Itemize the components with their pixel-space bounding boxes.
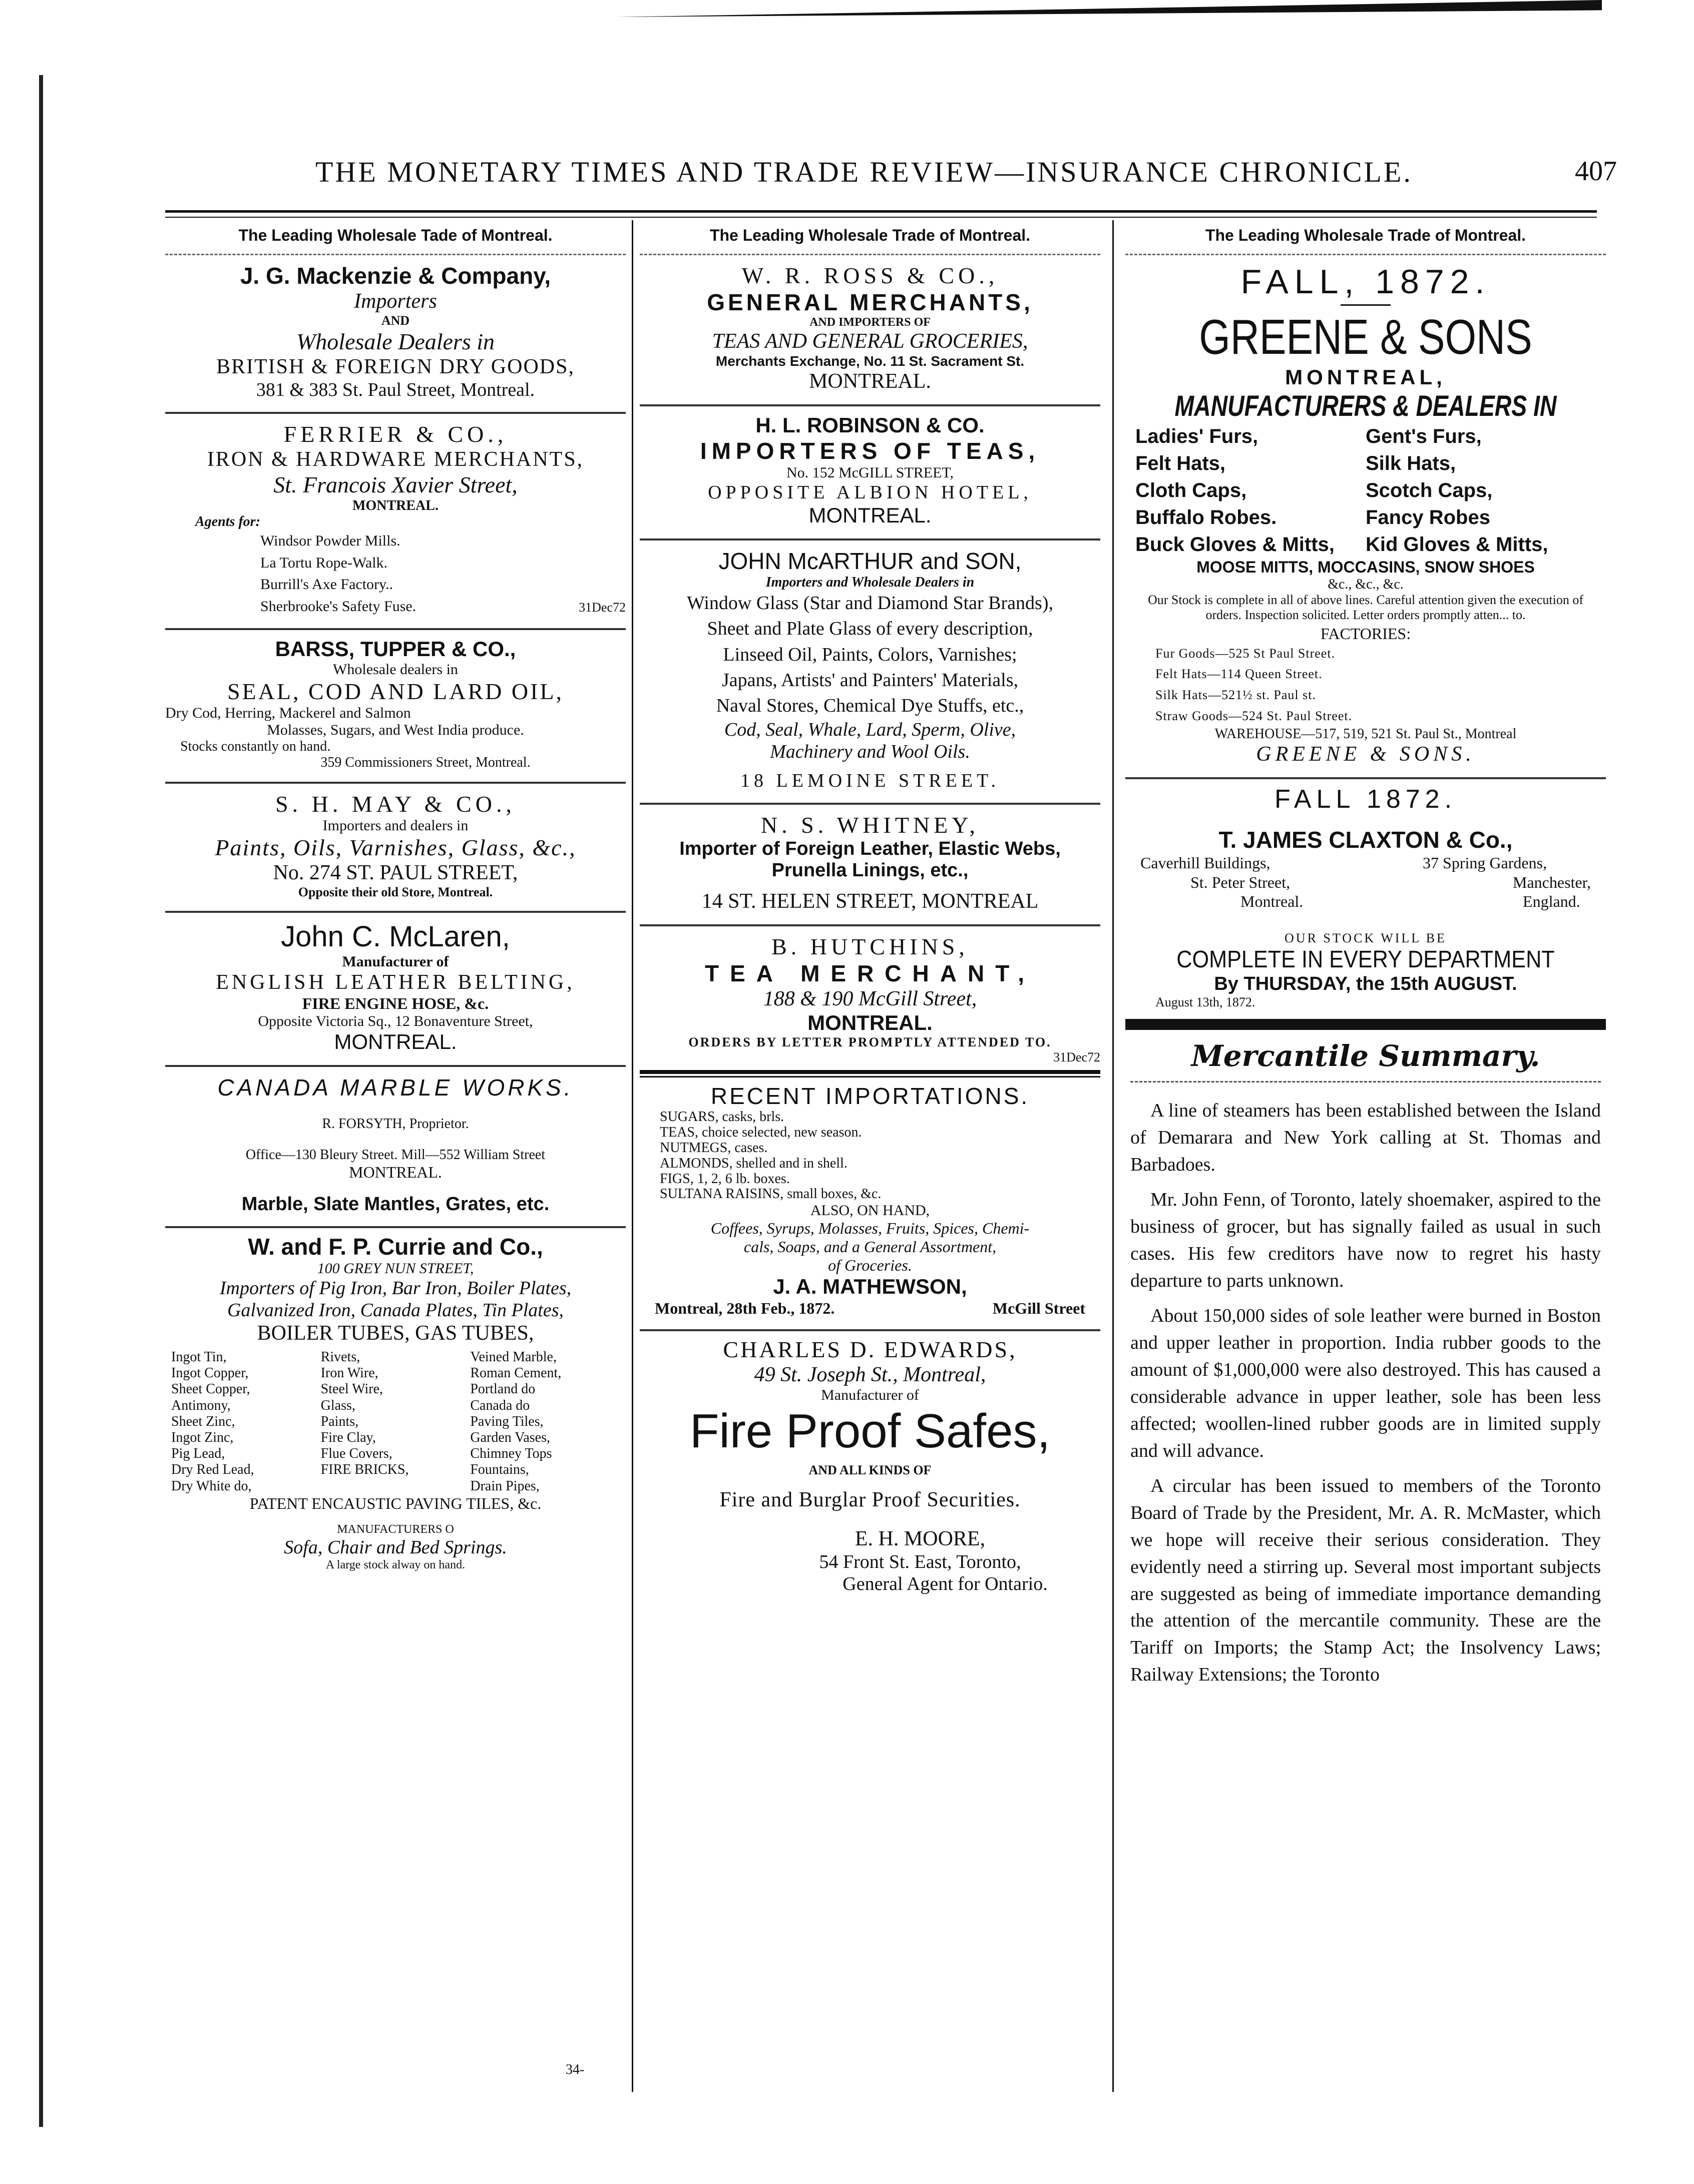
double-rule bbox=[640, 1070, 1100, 1077]
ad-line: Importers and dealers in bbox=[322, 817, 469, 834]
address-pair bbox=[1125, 853, 1606, 911]
ad-line: Naval Stores, Chemical Dye Stuffs, etc., bbox=[716, 695, 1024, 717]
column-divider bbox=[1112, 220, 1114, 2092]
product-item: Chimney Tops bbox=[470, 1446, 552, 1462]
ad-line: Paints, Oils, Varnishes, Glass, &c., bbox=[215, 835, 576, 860]
ad-line: MONTREAL. bbox=[334, 1030, 457, 1053]
header-rule bbox=[165, 210, 1597, 218]
ad-line: Our Stock is complete in all of above lines. Careful attention given the execution of orders. Inspection solicited. Letter orders promptly atten... to. bbox=[1147, 593, 1584, 622]
ad-line: Prunella Linings, etc., bbox=[771, 860, 969, 881]
ad-line: Opposite their old Store, Montreal. bbox=[298, 885, 493, 899]
address-line: 37 Spring Gardens, bbox=[1423, 854, 1547, 872]
ad-line: Manufacturer of bbox=[342, 953, 449, 970]
ad-line: Office—130 Bleury Street. Mill—552 William Street bbox=[245, 1147, 546, 1163]
ad-name: N. S. WHITNEY, bbox=[760, 812, 980, 838]
ad-line: AND ALL KINDS OF bbox=[808, 1462, 932, 1477]
fur-item: Fancy Robes bbox=[1366, 506, 1490, 528]
ad-line: TEA MERCHANT, bbox=[705, 960, 1035, 987]
factory-item: Silk Hats—521½ st. Paul st. bbox=[1155, 687, 1316, 702]
ad-line: GENERAL MERCHANTS, bbox=[707, 289, 1033, 315]
product-item: Drain Pipes, bbox=[470, 1478, 540, 1494]
fur-item: Cloth Caps, bbox=[1135, 479, 1247, 501]
ad-line: OPPOSITE ALBION HOTEL, bbox=[708, 482, 1032, 503]
agent-item: Sherbrooke's Safety Fuse. bbox=[260, 598, 416, 615]
ad-date: 31Dec72 bbox=[579, 600, 626, 615]
ad-line: 18 LEMOINE STREET. bbox=[740, 770, 1000, 792]
ad-line: GREENE & SONS. bbox=[1256, 743, 1475, 766]
import-item: SUGARS, casks, brls. bbox=[660, 1109, 784, 1125]
ad-line: MANUFACTURERS O bbox=[337, 1522, 454, 1536]
fur-item: Silk Hats, bbox=[1366, 452, 1456, 474]
ad-line: MONTREAL. bbox=[809, 370, 931, 393]
product-column bbox=[171, 1349, 321, 1494]
ad-name: FERRIER & CO., bbox=[283, 421, 508, 447]
ad-line: OUR STOCK WILL BE bbox=[1285, 931, 1447, 946]
ad-line: 54 Front St. East, Toronto, bbox=[819, 1551, 1021, 1572]
ad-line: AND bbox=[381, 313, 410, 328]
ad-name: CHARLES D. EDWARDS, bbox=[723, 1336, 1017, 1362]
factory-item: Fur Goods—525 St Paul Street. bbox=[1155, 646, 1336, 661]
product-item: Paints, bbox=[320, 1413, 359, 1429]
factories-list bbox=[1125, 643, 1606, 726]
ad-line: E. H. MOORE, bbox=[855, 1527, 986, 1550]
ad-line: Cod, Seal, Whale, Lard, Sperm, Olive, bbox=[724, 719, 1016, 741]
ad-line: Importers and Wholesale Dealers in bbox=[765, 575, 975, 590]
import-list bbox=[640, 1110, 1100, 1202]
ad-line: ORDERS BY LETTER PROMPTLY ATTENDED TO. bbox=[688, 1035, 1052, 1050]
product-item: Ingot Tin, bbox=[171, 1349, 227, 1365]
ad-line: Window Glass (Star and Diamond Star Brands), bbox=[687, 593, 1053, 614]
ad-greene bbox=[1125, 255, 1606, 779]
address-line: England. bbox=[1523, 892, 1580, 910]
import-item: TEAS, choice selected, new season. bbox=[660, 1125, 862, 1141]
address-montreal bbox=[1140, 853, 1303, 911]
ad-line: MONTREAL. bbox=[808, 503, 932, 527]
ad-line: Opposite Victoria Sq., 12 Bonaventure Street, bbox=[258, 1013, 533, 1029]
ad-line: By THURSDAY, the 15th AUGUST. bbox=[1214, 973, 1517, 995]
binding-edge bbox=[39, 75, 43, 2127]
product-list bbox=[1125, 423, 1606, 558]
ad-line: MONTREAL. bbox=[807, 1011, 933, 1035]
page-footer-mark: 34- bbox=[566, 2062, 585, 2077]
ad-name: T. JAMES CLAXTON & Co., bbox=[1218, 827, 1513, 853]
ad-line: BRITISH & FOREIGN DRY GOODS, bbox=[216, 355, 575, 378]
product-item: Dry White do, bbox=[171, 1478, 252, 1494]
dashed-rule bbox=[1130, 1081, 1601, 1082]
ad-line: 100 GREY NUN STREET, bbox=[317, 1260, 474, 1277]
ad-name: BARSS, TUPPER & CO., bbox=[275, 637, 516, 661]
ad-line: ALSO, ON HAND, bbox=[810, 1202, 930, 1219]
top-scan-edge bbox=[616, 0, 1602, 17]
product-item: Portland do bbox=[470, 1381, 536, 1397]
ad-line: WAREHOUSE—517, 519, 521 St. Paul St., Montreal bbox=[1214, 726, 1517, 742]
ad-line: ENGLISH LEATHER BELTING, bbox=[216, 971, 575, 994]
ad-line: of Groceries. bbox=[828, 1256, 912, 1275]
address-manchester bbox=[1423, 853, 1591, 911]
news-paragraph: A circular has been issued to members of the Toronto Board of Trade by the President, Mr. A. R. McMaster, which we hope will receive their serious consideration. They evidently need a stirring up. Several most important subjects are suggested as being of immediate importance demanding the attention of the mercantile community. These are the Tariff on Imports; the Stamp Act; the Insolvency Laws; Railway Extensions; the Toronto bbox=[1130, 1475, 1601, 1686]
import-item: SULTANA RAISINS, small boxes, &c. bbox=[660, 1186, 882, 1202]
product-item: FIRE BRICKS, bbox=[320, 1462, 409, 1478]
product-item: Garden Vases, bbox=[470, 1429, 551, 1445]
ad-line: IRON & HARDWARE MERCHANTS, bbox=[207, 448, 584, 471]
ad-line: Sofa, Chair and Bed Springs. bbox=[284, 1536, 507, 1558]
agent-item: Windsor Powder Mills. bbox=[260, 532, 400, 549]
product-item: Ingot Copper, bbox=[171, 1365, 249, 1381]
product-column bbox=[470, 1349, 620, 1494]
ad-recent bbox=[640, 1077, 1100, 1331]
ad-line: St. Francois Xavier Street, bbox=[273, 472, 518, 497]
product-item: Pig Lead, bbox=[171, 1446, 225, 1462]
ad-mcarthur bbox=[640, 540, 1100, 805]
ad-claxton bbox=[1125, 779, 1606, 1010]
product-item: Flue Covers, bbox=[320, 1446, 392, 1462]
ad-line: Fire and Burglar Proof Securities. bbox=[719, 1488, 1021, 1511]
ad-line: FIRE ENGINE HOSE, &c. bbox=[302, 994, 489, 1012]
ad-marble bbox=[165, 1067, 626, 1228]
ad-line: MANUFACTURERS & DEALERS IN bbox=[1174, 390, 1557, 422]
ad-line: MONTREAL, bbox=[1285, 365, 1446, 389]
ad-line: Stocks constantly on hand. bbox=[180, 739, 331, 754]
section-bar bbox=[1125, 1019, 1606, 1030]
ad-line: 14 ST. HELEN STREET, MONTREAL bbox=[701, 890, 1039, 913]
ad-line: Coffees, Syrups, Molasses, Fruits, Spices, Chemi- bbox=[710, 1219, 1030, 1238]
column-divider bbox=[632, 220, 633, 2092]
ad-line: Manufacturer of bbox=[821, 1386, 919, 1403]
column-heading: The Leading Wholesale Tade of Montreal. bbox=[165, 220, 626, 255]
ad-footer-row bbox=[640, 1299, 1100, 1318]
ad-line: MONTREAL. bbox=[352, 498, 439, 513]
ad-line: Japans, Artists' and Painters' Materials, bbox=[721, 669, 1019, 691]
product-item: Steel Wire, bbox=[320, 1381, 383, 1397]
ad-line: Importers bbox=[354, 290, 437, 313]
ad-line: SEAL, COD AND LARD OIL, bbox=[227, 679, 564, 704]
import-item: ALMONDS, shelled and in shell. bbox=[660, 1155, 848, 1171]
ad-date: August 13th, 1872. bbox=[1155, 995, 1255, 1010]
ad-line: 381 & 383 St. Paul Street, Montreal. bbox=[256, 379, 535, 400]
ad-ross bbox=[640, 255, 1100, 406]
ad-line: COMPLETE IN EVERY DEPARTMENT bbox=[1176, 946, 1555, 973]
ad-mclaren bbox=[165, 913, 626, 1067]
ad-season: FALL 1872. bbox=[1274, 785, 1457, 814]
ad-name: RECENT IMPORTATIONS. bbox=[710, 1083, 1030, 1110]
ad-line: PATENT ENCAUSTIC PAVING TILES, &c. bbox=[249, 1494, 542, 1512]
ad-line: R. FORSYTH, Proprietor. bbox=[322, 1116, 469, 1132]
page-header bbox=[165, 150, 1617, 195]
ad-line: MOOSE MITTS, MOCCASINS, SNOW SHOES bbox=[1196, 558, 1535, 576]
ad-line: 49 St. Joseph St., Montreal, bbox=[754, 1363, 986, 1386]
ad-name: John C. McLaren, bbox=[281, 920, 510, 953]
short-rule bbox=[1341, 304, 1391, 306]
fur-item: Felt Hats, bbox=[1135, 452, 1226, 474]
ad-line: Marble, Slate Mantles, Grates, etc. bbox=[241, 1194, 550, 1215]
column-right bbox=[1125, 220, 1606, 2092]
ad-line: Sheet and Plate Glass of every description, bbox=[707, 618, 1033, 640]
product-item bbox=[321, 1478, 471, 1494]
ad-line: No. 274 ST. PAUL STREET, bbox=[273, 861, 518, 884]
ad-line: J. A. MATHEWSON, bbox=[773, 1275, 967, 1299]
address-line: St. Peter Street, bbox=[1190, 873, 1291, 891]
section-title: Mercantile Summary. bbox=[1191, 1039, 1540, 1073]
ad-name: W. and F. P. Currie and Co., bbox=[248, 1234, 543, 1260]
ad-line: &c., &c., &c. bbox=[1328, 577, 1404, 592]
ad-line: TEAS AND GENERAL GROCERIES, bbox=[712, 330, 1028, 353]
ad-hutchins bbox=[640, 926, 1100, 1070]
ad-barss bbox=[165, 630, 626, 784]
ad-line: General Agent for Ontario. bbox=[842, 1573, 1048, 1594]
address-line: Montreal. bbox=[1240, 892, 1304, 910]
ad-name: JOHN McARTHUR and SON, bbox=[718, 548, 1022, 574]
fur-item: Scotch Caps, bbox=[1366, 479, 1493, 501]
product-item: Rivets, bbox=[320, 1349, 360, 1365]
import-item: NUTMEGS, cases. bbox=[660, 1140, 768, 1156]
import-item: FIGS, 1, 2, 6 lb. boxes. bbox=[660, 1171, 790, 1187]
page-number: 407 bbox=[1575, 156, 1617, 187]
column-left bbox=[165, 220, 626, 2092]
product-column bbox=[321, 1349, 471, 1494]
product-item: Dry Red Lead, bbox=[171, 1462, 254, 1478]
column-middle bbox=[640, 220, 1100, 2092]
news-paragraph: A line of steamers has been established between the Island of Demarara and New York calling at St. Thomas and Barbadoes. bbox=[1130, 1100, 1601, 1176]
agent-item: La Tortu Rope-Walk. bbox=[260, 554, 388, 571]
ad-ferrier bbox=[165, 414, 626, 630]
agents-list bbox=[165, 514, 626, 617]
product-item: Paving Tiles, bbox=[470, 1413, 544, 1429]
ad-line: Importer of Foreign Leather, Elastic Webs, bbox=[679, 838, 1061, 860]
product-item: Sheet Zinc, bbox=[171, 1413, 235, 1429]
ad-line: Molasses, Sugars, and West India produce. bbox=[267, 722, 524, 738]
ad-line: McGill Street bbox=[992, 1299, 1085, 1318]
ad-season: FALL, 1872. bbox=[1240, 263, 1491, 301]
mercantile-summary bbox=[1125, 1039, 1606, 1689]
ad-line: Wholesale Dealers in bbox=[296, 329, 495, 354]
fur-item: Buck Gloves & Mitts, bbox=[1135, 533, 1335, 556]
ad-name: B. HUTCHINS, bbox=[771, 934, 969, 960]
ad-headline: Fire Proof Safes, bbox=[689, 1404, 1051, 1458]
product-item: Antimony, bbox=[171, 1397, 231, 1413]
ad-line: AND IMPORTERS OF bbox=[809, 316, 931, 329]
address-line: Manchester, bbox=[1513, 873, 1591, 891]
ad-name: GREENE & SONS bbox=[1199, 309, 1532, 364]
ad-mackenzie bbox=[165, 255, 626, 414]
ad-line: Linseed Oil, Paints, Colors, Varnishes; bbox=[723, 644, 1017, 665]
ad-line: Galvanized Iron, Canada Plates, Tin Plates, bbox=[227, 1300, 564, 1321]
ad-currie bbox=[165, 1228, 626, 1572]
column-heading: The Leading Wholesale Trade of Montreal. bbox=[1125, 220, 1606, 255]
ad-line: 359 Commissioners Street, Montreal. bbox=[320, 755, 531, 770]
ad-line: FACTORIES: bbox=[1320, 624, 1411, 643]
ad-line: Dry Cod, Herring, Mackerel and Salmon bbox=[165, 705, 411, 721]
ad-line: MONTREAL. bbox=[349, 1163, 442, 1181]
product-item: Fountains, bbox=[470, 1462, 529, 1478]
ad-line: Merchants Exchange, No. 11 St. Sacrament St. bbox=[715, 353, 1025, 369]
ad-date: 31Dec72 bbox=[1053, 1050, 1100, 1065]
product-item: Canada do bbox=[470, 1397, 530, 1413]
product-item: Sheet Copper, bbox=[171, 1381, 250, 1397]
ad-name: CANADA MARBLE WORKS. bbox=[217, 1074, 574, 1101]
ad-name: W. R. ROSS & CO., bbox=[741, 263, 999, 288]
address-line: Caverhill Buildings, bbox=[1140, 854, 1270, 872]
ad-line: cals, Soaps, and a General Assortment, bbox=[743, 1238, 997, 1256]
ad-line: Wholesale dealers in bbox=[333, 661, 458, 678]
ad-name: J. G. Mackenzie & Company, bbox=[240, 263, 551, 289]
fur-item: Kid Gloves & Mitts, bbox=[1366, 533, 1548, 556]
ad-line: 188 & 190 McGill Street, bbox=[763, 987, 977, 1011]
ad-name: H. L. ROBINSON & CO. bbox=[755, 413, 985, 437]
ad-robinson bbox=[640, 406, 1100, 540]
ad-whitney bbox=[640, 805, 1100, 926]
news-paragraph: Mr. John Fenn, of Toronto, lately shoemaker, aspired to the business of grocer, but has signally failed as usual in such cases. His few creditors have now to regret his hasty departure to parts unknown. bbox=[1130, 1189, 1601, 1292]
ad-may bbox=[165, 784, 626, 913]
ad-line: A large stock alway on hand. bbox=[325, 1558, 466, 1571]
fur-item: Buffalo Robes. bbox=[1135, 506, 1277, 528]
ad-name: S. H. MAY & CO., bbox=[275, 791, 516, 817]
ad-line: Machinery and Wool Oils. bbox=[770, 741, 970, 763]
fur-item: Gent's Furs, bbox=[1366, 425, 1482, 447]
fur-item: Ladies' Furs, bbox=[1135, 425, 1258, 447]
ad-edwards bbox=[640, 1331, 1100, 1595]
column-heading: The Leading Wholesale Trade of Montreal. bbox=[640, 220, 1100, 255]
product-item: Ingot Zinc, bbox=[171, 1429, 234, 1445]
product-item: Glass, bbox=[320, 1397, 355, 1413]
product-list bbox=[165, 1349, 626, 1494]
ad-line: BOILER TUBES, GAS TUBES, bbox=[257, 1322, 534, 1345]
product-item: Veined Marble, bbox=[470, 1349, 557, 1365]
product-item: Iron Wire, bbox=[320, 1365, 378, 1381]
agent-item: Burrill's Axe Factory.. bbox=[260, 576, 393, 593]
ad-line: Importers of Pig Iron, Bar Iron, Boiler Plates, bbox=[219, 1278, 572, 1299]
factory-item: Straw Goods—524 St. Paul Street. bbox=[1155, 708, 1353, 723]
ad-line: No. 152 McGILL STREET, bbox=[786, 464, 954, 481]
agents-label: Agents for: bbox=[195, 514, 260, 529]
ad-line: IMPORTERS OF TEAS, bbox=[700, 438, 1040, 464]
factory-item: Felt Hats—114 Queen Street. bbox=[1155, 667, 1323, 682]
news-paragraph: About 150,000 sides of sole leather were burned in Boston and upper leather in proportion. India rubber goods to the amount of $1,000,000 were also destroyed. This has caused a considerable advance in upper leather, sole has been less affected; woollen-lined rubber goods are in limited supply and will advance. bbox=[1130, 1305, 1601, 1461]
product-item: Fire Clay, bbox=[320, 1429, 376, 1445]
product-item: Roman Cement, bbox=[470, 1365, 562, 1381]
running-title: THE MONETARY TIMES AND TRADE REVIEW—INSURANCE CHRONICLE. bbox=[315, 156, 1413, 188]
ad-date: Montreal, 28th Feb., 1872. bbox=[655, 1299, 835, 1318]
